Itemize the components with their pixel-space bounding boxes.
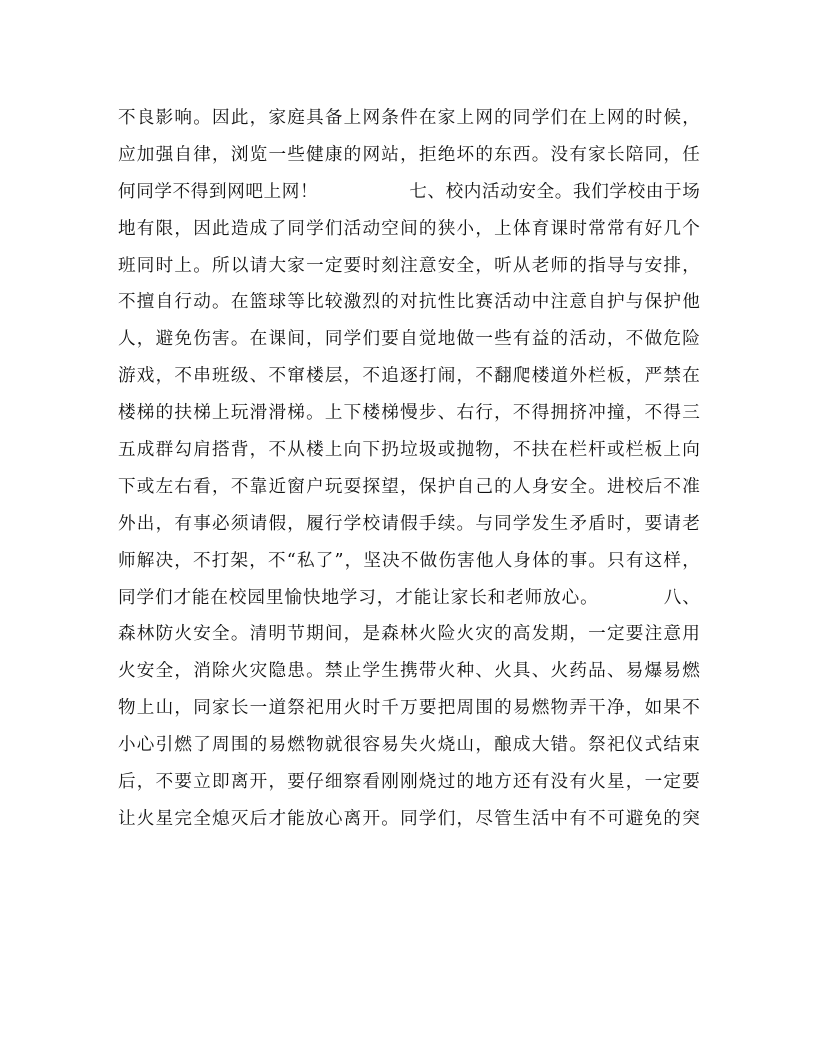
text-line: 师解决，不打架，不“私了”，坚决不做伤害他人身体的事。只有这样， — [118, 550, 700, 571]
text-line: 火安全，消除火灾隐患。禁止学生携带火种、火具、火药品、易爆易燃 — [118, 661, 700, 682]
text-line: 不良影响。因此，家庭具备上网条件在家上网的同学们在上网的时候， — [118, 108, 700, 128]
text-line: 不擅自行动。在篮球等比较激烈的对抗性比赛活动中注意自护与保护他 — [118, 292, 700, 313]
text-line: 下或左右看，不靠近窗户玩耍探望，保护自己的人身安全。进校后不准 — [118, 476, 700, 497]
text-line: 何同学不得到网吧上网！ 七、校内活动安全。我们学校由于场 — [118, 181, 700, 202]
text-line: 班同时上。所以请大家一定要时刻注意安全，听从老师的指导与安排， — [118, 255, 700, 276]
text-line: 人，避免伤害。在课间，同学们要自觉地做一些有益的活动，不做危险 — [118, 329, 700, 350]
body-text — [118, 100, 700, 838]
text-line: 应加强自律，浏览一些健康的网站，拒绝坏的东西。没有家长陪同，任 — [118, 144, 700, 165]
text-line: 外出，有事必须请假，履行学校请假手续。与同学发生矛盾时，要请老 — [118, 513, 700, 534]
text-line: 五成群勾肩搭背，不从楼上向下扔垃圾或抛物，不扶在栏杆或栏板上向 — [118, 440, 700, 461]
text-line: 森林防火安全。清明节期间，是森林火险火灾的高发期，一定要注意用 — [118, 624, 700, 645]
text-line: 地有限，因此造成了同学们活动空间的狭小，上体育课时常常有好几个 — [118, 218, 700, 239]
text-line: 同学们才能在校园里愉快地学习，才能让家长和老师放心。 八、 — [118, 587, 700, 608]
text-line: 楼梯的扶梯上玩滑滑梯。上下楼梯慢步、右行，不得拥挤冲撞，不得三 — [118, 403, 700, 424]
text-line: 让火星完全熄灭后才能放心离开。同学们，尽管生活中有不可避免的突 — [118, 808, 700, 829]
text-line: 后，不要立即离开，要仔细察看刚刚烧过的地方还有没有火星，一定要 — [118, 772, 700, 793]
text-line: 游戏，不串班级、不窜楼层，不追逐打闹，不翻爬楼道外栏板，严禁在 — [118, 366, 700, 387]
text-line: 物上山，同家长一道祭祀用火时千万要把周围的易燃物弄干净，如果不 — [118, 698, 700, 719]
text-line: 小心引燃了周围的易燃物就很容易失火烧山，酿成大错。祭祀仪式结束 — [118, 735, 700, 756]
